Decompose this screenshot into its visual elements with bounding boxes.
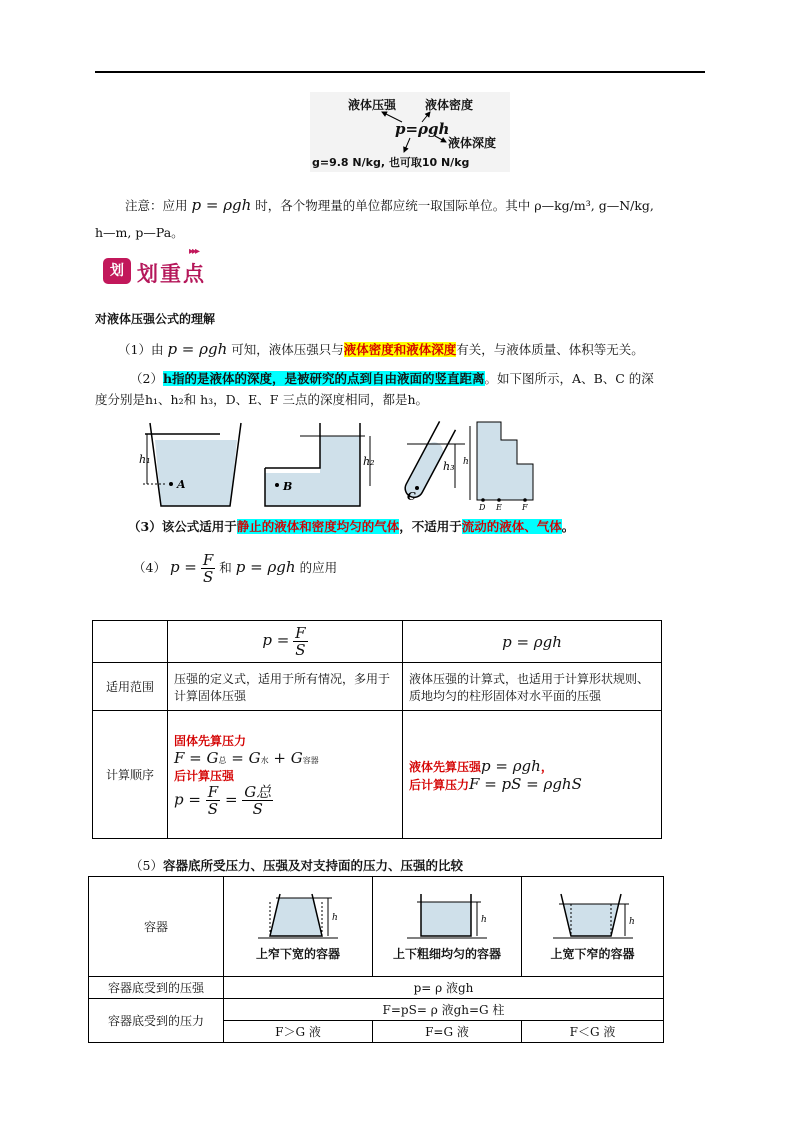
table1-r1-c2: 液体压强的计算式，也适用于计算形状规则、质地均匀的柱形固体对水平面的压强 <box>403 663 662 711</box>
item-3-highlight-1: 静止的液体和密度均匀的气体 <box>236 519 400 534</box>
f1-part-b: = G <box>226 749 261 767</box>
item-1-prefix: （1）由 <box>118 342 164 357</box>
fig-b: B <box>283 480 293 493</box>
note-formula: p = ρgh <box>191 196 252 214</box>
item-1-formula: p = ρgh <box>167 340 228 358</box>
table1-header-1 <box>168 621 403 663</box>
item-5 <box>130 857 463 875</box>
f2-p: p = <box>174 790 201 809</box>
fig-d: D <box>479 503 486 510</box>
item-2-suffix: 。如下图所示，A、B、C 的深 <box>484 371 654 386</box>
table1-corner <box>93 621 168 663</box>
f1-sub-1: 总 <box>218 756 227 765</box>
item-4-suffix: 的应用 <box>299 560 338 575</box>
f1-part-c: + G <box>268 749 303 767</box>
key-points-badge <box>103 246 219 286</box>
liquid-formula-1: p = ρgh <box>481 756 541 775</box>
caption-narrow-top: 上窄下宽的容器 <box>255 946 340 961</box>
f2-eq: = <box>224 790 238 809</box>
note-line1 <box>125 196 715 215</box>
item-1 <box>118 340 718 359</box>
badge-icon: 划 <box>103 258 131 284</box>
label-density: 液体密度 <box>425 98 474 112</box>
item-3-end: 。 <box>561 519 575 534</box>
wide-top-container-icon <box>543 892 643 944</box>
fig-c: C <box>407 490 416 503</box>
fig-f: F <box>522 503 528 510</box>
item-2-num: （2） <box>130 371 163 386</box>
fig-h2: h₂ <box>363 455 375 468</box>
table2-container-2 <box>373 877 522 977</box>
h-label-3: h <box>628 916 635 927</box>
container-comparison-table <box>88 876 664 1043</box>
table1-r1-label: 适用范围 <box>93 663 168 711</box>
table1-r2-c1-formula1 <box>174 749 396 767</box>
f2-num-2: G总 <box>244 783 272 801</box>
fig-h1: h₁ <box>139 453 151 466</box>
table2-r3-label: 容器底受到的压力 <box>89 999 224 1043</box>
badge-text: 划重点 <box>137 262 206 286</box>
item-4-and: 和 <box>219 560 232 575</box>
item-3-highlight-2: 流动的液体、气体 <box>461 519 562 534</box>
diagram-formula: p=ρgh <box>395 120 450 138</box>
liquid-comma: ， <box>540 759 553 774</box>
item-3 <box>128 518 718 536</box>
table1-r2-c1 <box>168 711 403 839</box>
fig-h: h <box>463 457 469 467</box>
f1-part-a: F = G <box>174 749 219 767</box>
f2-den-1: S <box>207 800 219 818</box>
table2-container-1 <box>224 877 373 977</box>
f2-num-1: F <box>207 783 219 801</box>
item-4-prefix: （4） <box>133 560 166 575</box>
table1-h2: p = ρgh <box>502 632 562 651</box>
table2-r1-label: 容器 <box>89 877 224 977</box>
section-title: 对液体压强公式的理解 <box>95 312 216 326</box>
table1-r1-c1: 压强的定义式，适用于所有情况，多用于计算固体压强 <box>168 663 403 711</box>
item-1-highlight: 液体密度和液体深度 <box>343 342 457 357</box>
item-4-fraction <box>201 552 215 585</box>
caption-uniform: 上下粗细均匀的容器 <box>392 946 501 961</box>
table2-container-3 <box>522 877 664 977</box>
table2-r4-c1: F＞G 液 <box>224 1021 373 1043</box>
table2-r4-c3: F＜G 液 <box>522 1021 664 1043</box>
liquid-formula-2: F = pS = ρghS <box>469 774 582 793</box>
fig-h3: h₃ <box>443 460 455 473</box>
h-label-1: h <box>332 912 338 923</box>
item-4-p-eq: p = <box>169 558 197 576</box>
f1-sub-2: 水 <box>260 756 269 765</box>
table1-h1-fraction <box>293 625 307 658</box>
f2-den-2: S <box>252 800 263 818</box>
formula-comparison-table <box>92 620 662 839</box>
item-3-mid: ，不适用于 <box>399 519 462 534</box>
item-4-formula2: p = ρgh <box>235 558 296 576</box>
table2-r2-label: 容器底受到的压强 <box>89 977 224 999</box>
caption-wide-top: 上宽下窄的容器 <box>550 946 635 961</box>
item-2-line2: 度分别是h₁、h₂和 h₃，D、E、F 三点的深度相同，都是h。 <box>95 392 429 407</box>
header-rule <box>95 71 705 73</box>
badge-arrows-icon: ▸▸▸ <box>189 246 199 257</box>
f1-sub-3: 容器 <box>302 756 319 765</box>
solid-first-force: 固体先算压力 <box>174 734 247 748</box>
label-depth: 液体深度 <box>448 136 497 150</box>
item-4-den: S <box>202 568 214 586</box>
uniform-container-icon <box>397 892 497 944</box>
item-5-prefix: （5） <box>130 858 163 873</box>
narrow-top-container-icon <box>248 892 348 944</box>
formula-diagram <box>310 92 510 172</box>
item-5-text: 容器底所受压力、压强及对支持面的压力、压强的比较 <box>162 858 463 873</box>
table1-h1-p: p = <box>262 631 290 649</box>
table1-r2-label: 计算顺序 <box>93 711 168 839</box>
item-3-prefix: （3）该公式适用于 <box>128 519 237 534</box>
table1-r2-c1-formula2 <box>174 784 396 817</box>
table1-h1-num: F <box>295 624 306 642</box>
table1-r2-c2 <box>403 711 662 839</box>
then-force: 后计算压力 <box>409 777 470 792</box>
g-note: g=9.8 N/kg, 也可取10 N/kg <box>312 156 470 169</box>
fig-a: A <box>177 478 186 491</box>
note-suffix: 时，各个物理量的单位都应统一取国际单位。其中 ρ—kg/m³, g—N/kg, <box>255 198 654 213</box>
liquid-first-pressure: 液体先算压强 <box>409 759 482 774</box>
note-prefix: 注意：应用 <box>125 198 188 213</box>
table2-r2-value: p= ρ 液gh <box>224 977 664 999</box>
item-1-suffix: 有关，与液体质量、体积等无关。 <box>456 342 644 357</box>
item-4-num: F <box>202 551 214 569</box>
f2-fraction-1 <box>206 784 220 817</box>
then-pressure: 后计算压强 <box>174 769 235 783</box>
label-pressure: 液体压强 <box>348 98 397 112</box>
table2-r4-c2: F=G 液 <box>373 1021 522 1043</box>
item-2-highlight: h指的是液体的深度，是被研究的点到自由液面的竖直距离 <box>162 371 485 386</box>
h-label-2: h <box>481 914 487 925</box>
depth-figure <box>125 418 555 510</box>
table1-header-2 <box>403 621 662 663</box>
item-1-mid: 可知，液体压强只与 <box>231 342 344 357</box>
item-4 <box>133 552 337 585</box>
table1-h1-den: S <box>295 641 306 659</box>
item-2 <box>130 370 720 388</box>
note-line2: h—m, p—Pa。 <box>95 225 184 240</box>
fig-e: E <box>496 503 502 510</box>
table2-r3-value: F=pS= ρ 液gh=G 柱 <box>224 999 664 1021</box>
f2-fraction-2 <box>242 784 273 817</box>
